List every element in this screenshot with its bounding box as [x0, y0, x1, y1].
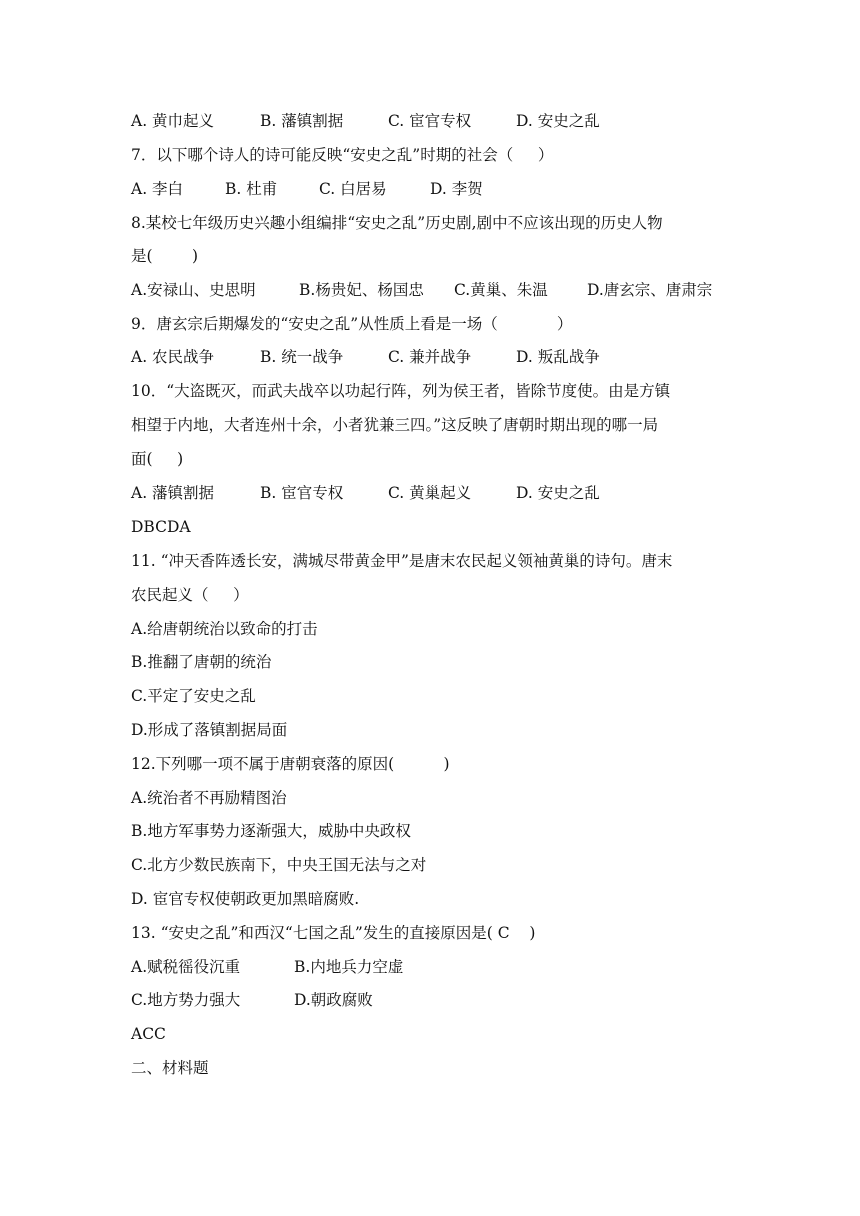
- answer-key-1: DBCDA: [131, 518, 191, 536]
- q13-option-d: D.朝政腐败: [294, 991, 373, 1009]
- section-title: 二、材料题: [131, 1059, 209, 1077]
- q13-option-a: A.赋税徭役沉重: [131, 958, 241, 976]
- q7-option-d: D. 李贺: [430, 180, 483, 198]
- q8-stem-line1: 8.某校七年级历史兴趣小组编排“安史之乱”历史剧,剧中不应该出现的历史人物: [131, 214, 663, 232]
- q9-option-d: D. 叛乱战争: [516, 348, 600, 366]
- q10-option-c: C. 黄巢起义: [388, 484, 472, 502]
- q6-option-a: A. 黄巾起义: [131, 112, 215, 130]
- q12-option-c: C.北方少数民族南下，中央王国无法与之对: [131, 856, 427, 874]
- q7-stem: 7．以下哪个诗人的诗可能反映“安史之乱”时期的社会（ ）: [131, 146, 554, 164]
- q8-option-b: B.杨贵妃、杨国忠: [299, 281, 424, 299]
- answer-key-2: ACC: [131, 1025, 166, 1043]
- q8-option-c: C.黄巢、朱温: [454, 281, 548, 299]
- q6-option-d: D. 安史之乱: [516, 112, 600, 130]
- q12-option-a: A.统治者不再励精图治: [131, 789, 287, 807]
- q10-option-d: D. 安史之乱: [516, 484, 600, 502]
- q8-option-a: A.安禄山、史思明: [131, 281, 256, 299]
- q12-option-d: D. 宦官专权使朝政更加黑暗腐败.: [131, 890, 360, 908]
- q10-option-a: A. 藩镇割据: [131, 484, 215, 502]
- q11-option-a: A.给唐朝统治以致命的打击: [131, 620, 318, 638]
- q9-stem: 9．唐玄宗后期爆发的“安史之乱”从性质上看是一场（ ）: [131, 315, 573, 333]
- q11-option-b: B.推翻了唐朝的统治: [131, 653, 272, 671]
- q9-option-b: B. 统一战争: [260, 348, 344, 366]
- q9-option-a: A. 农民战争: [131, 348, 215, 366]
- q11-stem-line2: 农民起义（ ）: [131, 586, 249, 604]
- q10-option-b: B. 宦官专权: [260, 484, 344, 502]
- q7-option-a: A. 李白: [131, 180, 184, 198]
- q11-option-c: C.平定了安史之乱: [131, 687, 256, 705]
- q13-option-b: B.内地兵力空虚: [294, 958, 404, 976]
- q10-stem-line1: 10．“大盗既灭，而武夫战卒以功起行阵，列为侯王者，皆除节度使。由是方镇: [131, 382, 671, 400]
- q6-option-c: C. 宦官专权: [388, 112, 472, 130]
- q12-option-b: B.地方军事势力逐渐强大，威胁中央政权: [131, 822, 411, 840]
- q11-stem-line1: 11. “冲天香阵透长安，满城尽带黄金甲”是唐末农民起义领袖黄巢的诗句。唐末: [131, 552, 673, 570]
- q10-stem-line3: 面( ): [131, 450, 184, 468]
- q8-stem-line2: 是( ): [131, 247, 199, 265]
- q13-stem: 13. “安史之乱”和西汉“七国之乱”发生的直接原因是( C ): [131, 924, 536, 942]
- q7-option-c: C. 白居易: [319, 180, 387, 198]
- q8-option-d: D.唐玄宗、唐肃宗: [587, 281, 713, 299]
- q6-option-b: B. 藩镇割据: [260, 112, 344, 130]
- q7-option-b: B. 杜甫: [225, 180, 278, 198]
- q9-option-c: C. 兼并战争: [388, 348, 472, 366]
- q12-stem: 12.下列哪一项不属于唐朝衰落的原因( ): [131, 755, 450, 773]
- q11-option-d: D.形成了落镇割据局面: [131, 721, 288, 739]
- q13-option-c: C.地方势力强大: [131, 991, 241, 1009]
- q10-stem-line2: 相望于内地，大者连州十余，小者犹兼三四。”这反映了唐朝时期出现的哪一局: [131, 416, 659, 434]
